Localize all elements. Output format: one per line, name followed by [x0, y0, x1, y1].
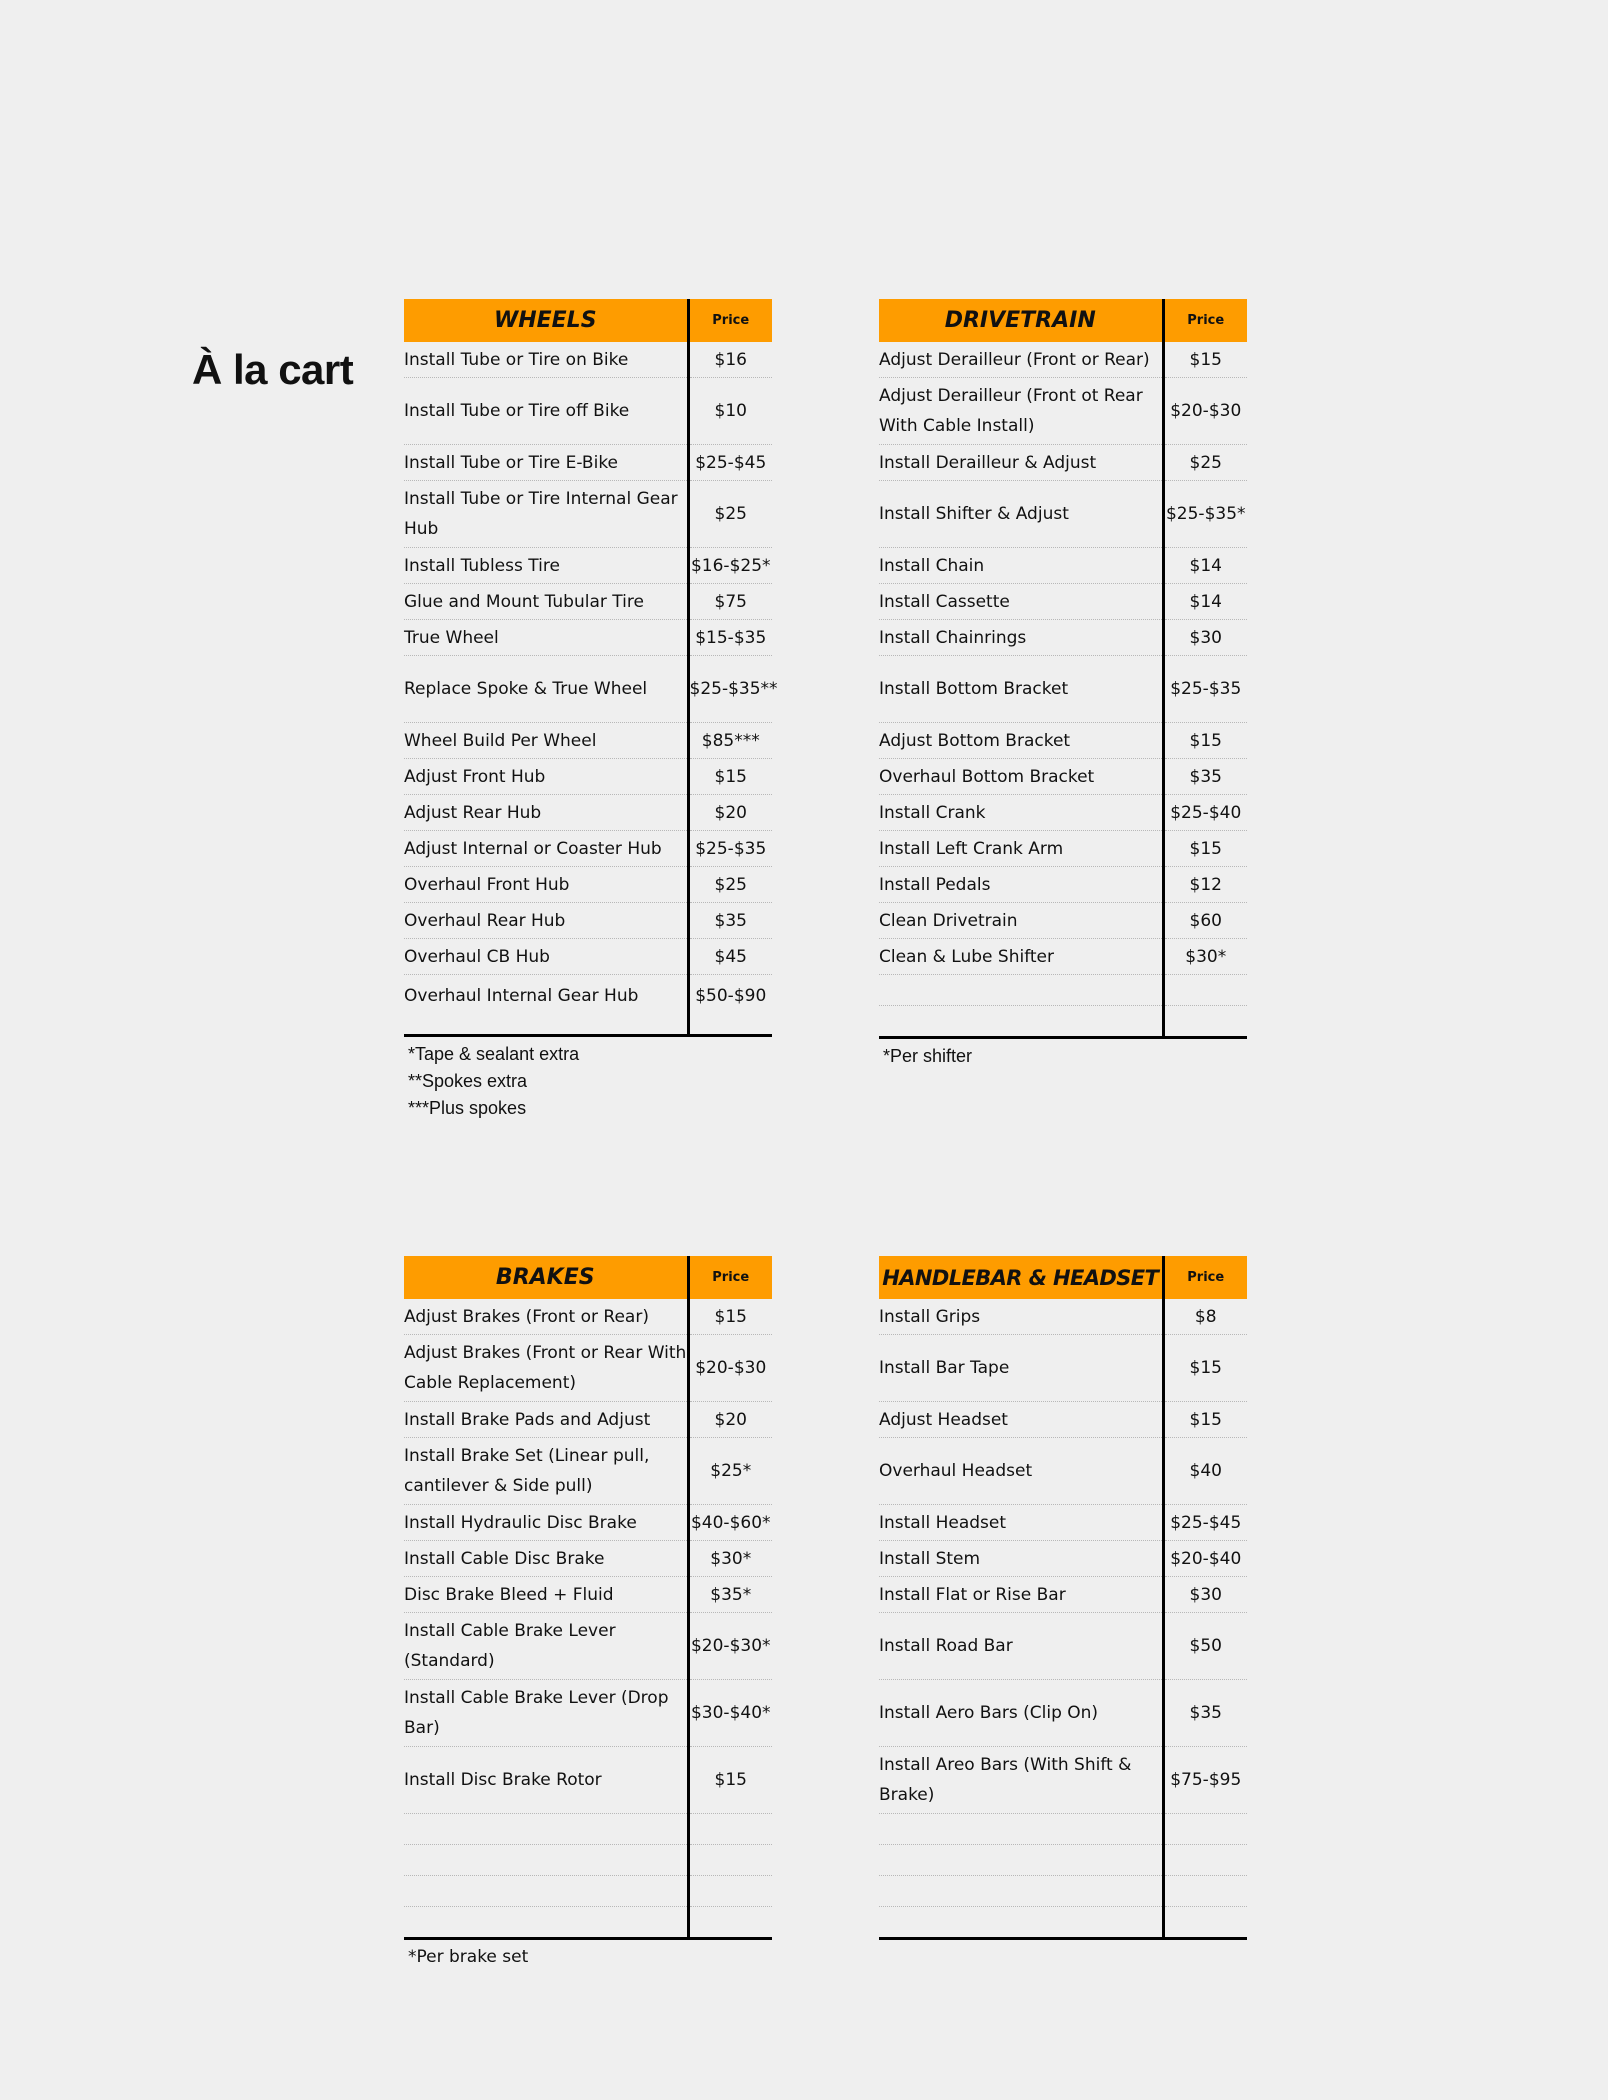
service-name: Install Chain	[879, 548, 1163, 584]
table-row	[404, 1541, 772, 1577]
service-price: $15	[1163, 342, 1247, 378]
footnote: *Tape & sealant extra	[408, 1044, 580, 1064]
service-name: Install Tube or Tire off Bike	[404, 378, 688, 445]
service-price: $15	[688, 1299, 772, 1335]
service-price: $35*	[688, 1577, 772, 1613]
service-price: $25-$35	[1163, 656, 1247, 723]
handlebar-headset-table	[879, 1256, 1247, 1940]
table-row	[404, 975, 772, 1036]
table-row	[404, 342, 772, 378]
table-row	[404, 723, 772, 759]
service-name: Install Areo Bars (With Shift & Brake)	[879, 1747, 1163, 1814]
service-price: $15	[1163, 1402, 1247, 1438]
service-name: True Wheel	[404, 620, 688, 656]
table-row	[404, 1505, 772, 1541]
service-price: $50-$90	[688, 975, 772, 1036]
brakes-section	[404, 1256, 772, 1971]
service-price: $35	[1163, 759, 1247, 795]
service-price: $40	[1163, 1438, 1247, 1505]
table-row	[879, 481, 1247, 548]
empty-row	[879, 1845, 1247, 1876]
service-price: $12	[1163, 867, 1247, 903]
service-name: Install Grips	[879, 1299, 1163, 1335]
table-row	[404, 481, 772, 548]
table-row	[404, 548, 772, 584]
table-row	[404, 656, 772, 723]
service-price: $14	[1163, 548, 1247, 584]
service-name: Adjust Rear Hub	[404, 795, 688, 831]
handlebar-headset-section	[879, 1256, 1247, 1940]
service-price: $15	[1163, 831, 1247, 867]
service-price: $15	[1163, 1335, 1247, 1402]
table-row	[879, 548, 1247, 584]
service-price: $25	[688, 481, 772, 548]
table-row	[879, 445, 1247, 481]
table-row	[404, 1438, 772, 1505]
table-row	[879, 1402, 1247, 1438]
service-price: $30	[1163, 1577, 1247, 1613]
section-title: BRAKES	[404, 1256, 688, 1299]
service-name: Glue and Mount Tubular Tire	[404, 584, 688, 620]
table-row	[404, 903, 772, 939]
service-price: $20-$40	[1163, 1541, 1247, 1577]
table-header	[879, 299, 1247, 342]
service-name: Adjust Derailleur (Front or Rear)	[879, 342, 1163, 378]
service-name: Install Cassette	[879, 584, 1163, 620]
service-name: Overhaul Front Hub	[404, 867, 688, 903]
service-price: $15	[688, 1747, 772, 1814]
table-row	[404, 584, 772, 620]
footnotes	[404, 1944, 772, 1971]
service-price: $16-$25*	[688, 548, 772, 584]
table-row	[879, 1505, 1247, 1541]
brakes-table	[404, 1256, 772, 1940]
service-price: $35	[1163, 1680, 1247, 1747]
service-price: $25*	[688, 1438, 772, 1505]
service-name: Adjust Brakes (Front or Rear)	[404, 1299, 688, 1335]
table-row	[879, 656, 1247, 723]
section-title: HANDLEBAR & HEADSET	[879, 1256, 1163, 1299]
service-name: Clean Drivetrain	[879, 903, 1163, 939]
service-name: Install Disc Brake Rotor	[404, 1747, 688, 1814]
service-name: Install Tube or Tire Internal Gear Hub	[404, 481, 688, 548]
service-name: Install Bar Tape	[879, 1335, 1163, 1402]
service-name: Replace Spoke & True Wheel	[404, 656, 688, 723]
table-row	[404, 445, 772, 481]
footnotes	[404, 1041, 772, 1122]
service-price: $45	[688, 939, 772, 975]
table-header	[879, 1256, 1247, 1299]
table-row	[404, 795, 772, 831]
wheels-table	[404, 299, 778, 1037]
table-row	[404, 620, 772, 656]
service-price: $15-$35	[688, 620, 772, 656]
price-header: Price	[1163, 299, 1247, 342]
service-price: $8	[1163, 1299, 1247, 1335]
drivetrain-section	[879, 299, 1247, 1070]
service-name: Install Pedals	[879, 867, 1163, 903]
service-name: Install Hydraulic Disc Brake	[404, 1505, 688, 1541]
drivetrain-table	[879, 299, 1247, 1039]
table-row	[879, 1438, 1247, 1505]
service-name: Adjust Derailleur (Front ot Rear With Cable Install)	[879, 378, 1163, 445]
empty-row	[879, 1006, 1247, 1038]
service-price: $75	[688, 584, 772, 620]
service-name: Install Tube or Tire E-Bike	[404, 445, 688, 481]
empty-row	[879, 1876, 1247, 1907]
table-row	[879, 903, 1247, 939]
table-row	[879, 1541, 1247, 1577]
table-row	[404, 939, 772, 975]
service-name: Install Left Crank Arm	[879, 831, 1163, 867]
footnote: *Per shifter	[883, 1046, 973, 1066]
table-row	[879, 831, 1247, 867]
table-row	[879, 1577, 1247, 1613]
service-name: Overhaul Internal Gear Hub	[404, 975, 688, 1036]
service-price: $30	[1163, 620, 1247, 656]
table-row	[879, 759, 1247, 795]
table-row	[879, 378, 1247, 445]
service-price: $16	[688, 342, 772, 378]
table-row	[404, 867, 772, 903]
empty-row	[404, 1814, 772, 1845]
table-row	[404, 831, 772, 867]
service-name: Install Tube or Tire on Bike	[404, 342, 688, 378]
service-price: $25-$40	[1163, 795, 1247, 831]
service-name: Overhaul CB Hub	[404, 939, 688, 975]
service-price: $40-$60*	[688, 1505, 772, 1541]
table-row	[879, 1680, 1247, 1747]
footnote: *Per brake set	[408, 1947, 529, 1967]
table-row	[879, 342, 1247, 378]
table-row	[404, 1299, 772, 1335]
service-price: $14	[1163, 584, 1247, 620]
service-price: $20-$30	[1163, 378, 1247, 445]
service-price: $25-$45	[688, 445, 772, 481]
service-name: Overhaul Rear Hub	[404, 903, 688, 939]
service-name: Wheel Build Per Wheel	[404, 723, 688, 759]
service-name: Clean & Lube Shifter	[879, 939, 1163, 975]
page-title: À la cart	[192, 346, 354, 393]
service-price: $35	[688, 903, 772, 939]
service-price: $25-$45	[1163, 1505, 1247, 1541]
service-name: Install Shifter & Adjust	[879, 481, 1163, 548]
table-row	[404, 1402, 772, 1438]
service-name: Install Headset	[879, 1505, 1163, 1541]
service-name: Install Crank	[879, 795, 1163, 831]
service-name: Adjust Front Hub	[404, 759, 688, 795]
service-name: Install Derailleur & Adjust	[879, 445, 1163, 481]
service-price: $60	[1163, 903, 1247, 939]
service-name: Install Cable Brake Lever (Standard)	[404, 1613, 688, 1680]
service-name: Adjust Headset	[879, 1402, 1163, 1438]
service-name: Install Brake Pads and Adjust	[404, 1402, 688, 1438]
wheels-section	[404, 299, 778, 1122]
section-title: DRIVETRAIN	[879, 299, 1163, 342]
service-price: $30*	[688, 1541, 772, 1577]
service-name: Adjust Internal or Coaster Hub	[404, 831, 688, 867]
price-header: Price	[1163, 1256, 1247, 1299]
service-name: Install Chainrings	[879, 620, 1163, 656]
empty-row	[879, 975, 1247, 1006]
service-price: $20-$30	[688, 1335, 772, 1402]
empty-row	[879, 1814, 1247, 1845]
service-name: Disc Brake Bleed + Fluid	[404, 1577, 688, 1613]
service-name: Install Brake Set (Linear pull, cantilever & Side pull)	[404, 1438, 688, 1505]
table-row	[879, 723, 1247, 759]
service-price: $25	[688, 867, 772, 903]
table-row	[879, 1747, 1247, 1814]
service-name: Install Cable Brake Lever (Drop Bar)	[404, 1680, 688, 1747]
footnote: **Spokes extra	[408, 1071, 528, 1091]
service-price: $75-$95	[1163, 1747, 1247, 1814]
service-price: $50	[1163, 1613, 1247, 1680]
table-row	[404, 1747, 772, 1814]
table-row	[879, 795, 1247, 831]
table-row	[879, 1335, 1247, 1402]
service-name: Install Cable Disc Brake	[404, 1541, 688, 1577]
service-price: $25	[1163, 445, 1247, 481]
table-row	[404, 378, 772, 445]
service-name: Install Aero Bars (Clip On)	[879, 1680, 1163, 1747]
service-price: $25-$35*	[1163, 481, 1247, 548]
service-name: Install Flat or Rise Bar	[879, 1577, 1163, 1613]
price-header: Price	[688, 1256, 772, 1299]
table-row	[879, 867, 1247, 903]
table-row	[404, 1680, 772, 1747]
table-row	[404, 759, 772, 795]
service-name: Install Bottom Bracket	[879, 656, 1163, 723]
service-price: $15	[1163, 723, 1247, 759]
table-row	[879, 620, 1247, 656]
service-price: $30-$40*	[688, 1680, 772, 1747]
footnotes	[879, 1043, 1247, 1070]
service-name: Install Tubless Tire	[404, 548, 688, 584]
service-name: Install Stem	[879, 1541, 1163, 1577]
table-row	[879, 584, 1247, 620]
footnote: ***Plus spokes	[408, 1098, 527, 1118]
service-price: $20	[688, 1402, 772, 1438]
table-row	[404, 1577, 772, 1613]
service-price: $20	[688, 795, 772, 831]
service-name: Overhaul Bottom Bracket	[879, 759, 1163, 795]
empty-row	[404, 1876, 772, 1907]
table-row	[879, 1613, 1247, 1680]
table-header	[404, 299, 772, 342]
service-price: $15	[688, 759, 772, 795]
table-row	[404, 1335, 772, 1402]
service-price: $85***	[688, 723, 772, 759]
service-price: $25-$35	[688, 831, 772, 867]
service-price: $25-$35**	[688, 656, 772, 723]
section-title: WHEELS	[404, 299, 688, 342]
empty-row	[404, 1845, 772, 1876]
table-row	[879, 1299, 1247, 1335]
table-row	[879, 939, 1247, 975]
service-price: $20-$30*	[688, 1613, 772, 1680]
service-name: Install Road Bar	[879, 1613, 1163, 1680]
price-header: Price	[688, 299, 772, 342]
service-price: $30*	[1163, 939, 1247, 975]
service-name: Adjust Brakes (Front or Rear With Cable Replacement)	[404, 1335, 688, 1402]
table-row	[404, 1613, 772, 1680]
empty-row	[404, 1907, 772, 1939]
table-header	[404, 1256, 772, 1299]
service-name: Adjust Bottom Bracket	[879, 723, 1163, 759]
empty-row	[879, 1907, 1247, 1939]
service-name: Overhaul Headset	[879, 1438, 1163, 1505]
service-price: $10	[688, 378, 772, 445]
